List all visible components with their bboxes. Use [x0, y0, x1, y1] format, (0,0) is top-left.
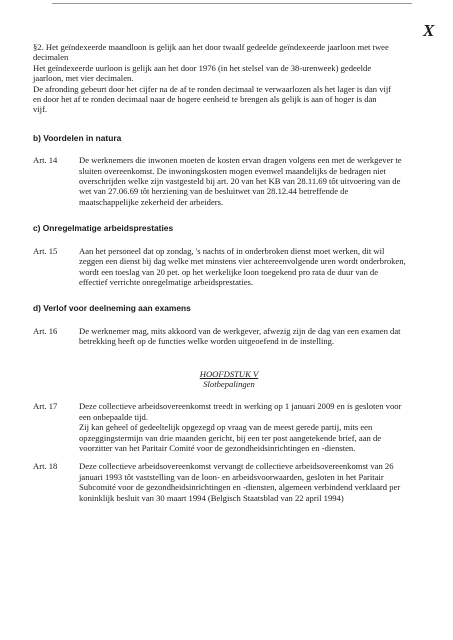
article-text — [79, 155, 425, 207]
article-line: Deze collectieve arbeidsovereenkomst vervangt de collectieve arbeidsovereenkomst van 26 — [79, 461, 394, 472]
scan-top-rule — [52, 3, 412, 4]
intro-line: vijf. — [33, 104, 48, 115]
article-line: wet van 27.06.69 tôt herziening van de besluitwet van 28.12.44 betreffende de — [79, 186, 349, 197]
intro-line: en door het af te ronden decimaal naar de hogere eenheid te brengen als gelijk is aan of hoger is dan — [33, 94, 377, 105]
article-text — [79, 326, 425, 347]
article-text — [79, 461, 425, 503]
chapter-title: HOOFDSTUK V — [199, 368, 259, 379]
chapter-subtitle: Slotbepalingen — [203, 378, 255, 389]
article-line: Deze collectieve arbeidsovereenkomst treedt in werking op 1 januari 2009 en is gesloten voor — [79, 401, 402, 412]
article-15 — [33, 246, 425, 288]
article-line: sluiten overeenkomst. De inwoningskosten mogen evenwel maandelijks de bedragen niet — [79, 165, 386, 176]
article-number: Art. 14 — [33, 155, 58, 166]
article-line: De werknemers die inwonen moeten de kosten ervan dragen volgens een met de werkgever te — [79, 155, 402, 166]
article-line: Aan het personeel dat op zondag, 's nachts of in onderbroken dienst moet werken, dit wil — [79, 245, 385, 256]
article-text — [79, 401, 425, 453]
article-number: Art. 18 — [33, 461, 58, 472]
article-14 — [33, 155, 425, 207]
intro-line: Het geïndexeerde uurloon is gelijk aan het door 1976 (in het stelsel van de 38-urenweek) gedeelde — [33, 62, 372, 73]
article-number: Art. 15 — [33, 245, 58, 256]
article-number: Art. 17 — [33, 401, 58, 412]
article-16 — [33, 326, 425, 347]
article-line: voorzitter van het Paritair Comité voor de gezondheidsinrichtingen en -diensten. — [79, 442, 356, 453]
article-line: een onbepaalde tijd. — [79, 411, 148, 422]
article-line: betrekking heeft op de functies welke worden uitgeoefend in de instelling. — [79, 336, 335, 347]
section-c-heading: c) Onregelmatige arbeidsprestaties — [33, 223, 174, 234]
intro-line: De afronding gebeurt door het cijfer na de af te ronden decimaal te verwaarlozen als het lager is dan vijf — [33, 83, 392, 94]
article-17 — [33, 401, 425, 453]
article-line: opzeggingstermijn van drie maanden gericht, bij een ter post aangetekende brief, aan de — [79, 432, 382, 443]
article-line: Subcomité voor de gezondheidsinrichtingen en -diensten, algemeen verbindend verklaard per — [79, 482, 401, 493]
article-18 — [33, 461, 425, 503]
article-text — [79, 246, 425, 288]
article-line: effectief verrichte onregelmatige arbeidsprestaties. — [79, 276, 254, 287]
handwritten-mark: X — [423, 21, 435, 40]
article-number: Art. 16 — [33, 325, 58, 336]
article-line: Zij kan geheel of gedeeltelijk opgezegd op vraag van de meest gerede partij, mits een — [79, 422, 373, 433]
article-line: koninklijk besluit van 30 maart 1994 (Belgisch Staatsblad van 22 april 1994) — [79, 492, 344, 503]
intro-line: jaarloon, met vier decimalen. — [33, 73, 134, 84]
article-line: De werknemer mag, mits akkoord van de werkgever, afwezig zijn de dag van een examen dat — [79, 325, 401, 336]
article-line: overschrijden welke zijn vastgesteld bij art. 20 van het KB van 28.11.69 tôt uitvoering van de — [79, 176, 401, 187]
article-line: zeggen een dienst bij dag welke met minstens vier achtereenvolgende uren wordt onderbroken, — [79, 256, 406, 267]
intro-paragraph — [33, 42, 425, 115]
article-line: januari 1993 tôt vaststelling van de loon- en arbeidsvoorwaarden, gesloten in het Paritair — [79, 471, 384, 482]
intro-line: decimalen — [33, 52, 69, 63]
section-b-heading: b) Voordelen in natura — [33, 132, 122, 143]
article-line: wordt een toeslag van 20 pet. op het werkelijke loon toegekend pro rata de duur van de — [79, 266, 379, 277]
article-line: maatschappelijke zekerheid der arbeiders. — [79, 196, 224, 207]
document-body — [33, 42, 425, 503]
section-d-heading: d) Verlof voor deelneming aan examens — [33, 303, 191, 314]
intro-line: §2. Het geïndexeerde maandloon is gelijk aan het door twaalf gedeelde geïndexeerde jaarloon met twee — [33, 42, 389, 52]
